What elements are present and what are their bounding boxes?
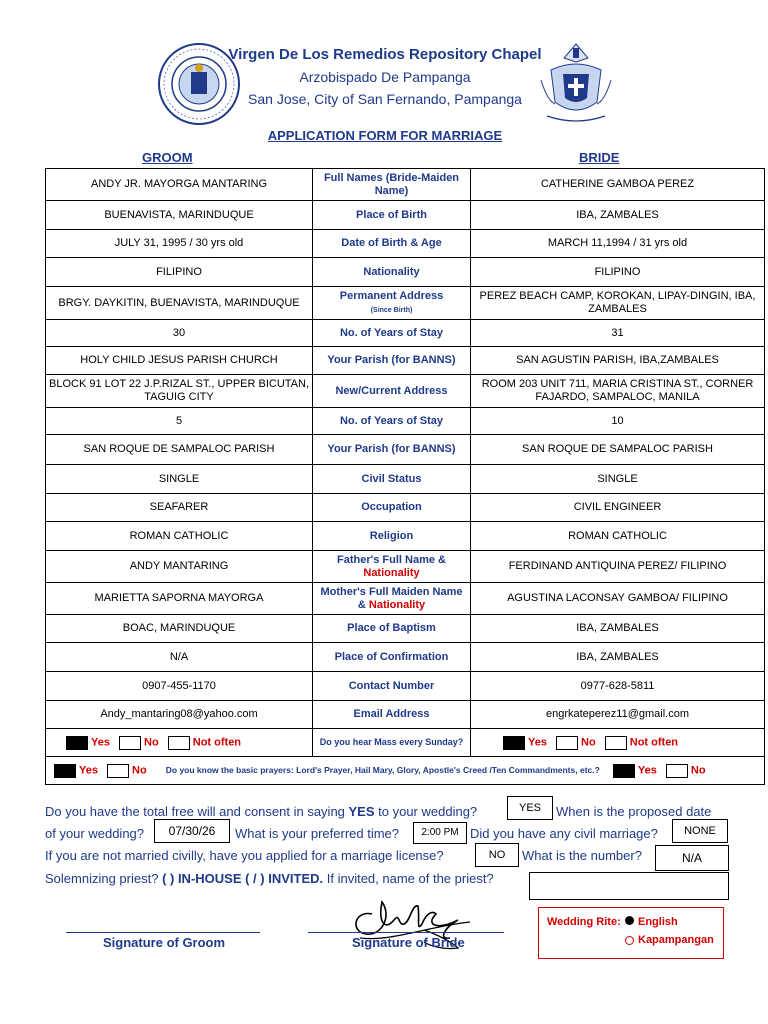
bride-mother-name[interactable]: AGUSTINA LACONSAY GAMBOA/ FILIPINO (471, 583, 765, 615)
groom-column-header: GROOM (142, 150, 193, 165)
row-label: Email Address (313, 701, 471, 729)
table-row (46, 494, 765, 522)
bride-parish[interactable]: SAN AGUSTIN PARISH, IBA,ZAMBALES (471, 347, 765, 375)
kapampangan-option-label: Kapampangan (638, 934, 714, 946)
table-row (46, 583, 765, 615)
bride-years-of-stay[interactable]: 31 (471, 320, 765, 347)
row-label-text: Permanent Address (339, 289, 444, 302)
free-will-answer[interactable]: YES (507, 796, 553, 820)
groom-years-of-stay[interactable]: 30 (46, 320, 313, 347)
row-label: Your Parish (for BANNS) (313, 347, 471, 375)
row-label: Place of Baptism (313, 615, 471, 643)
bride-place-of-birth[interactable]: IBA, ZAMBALES (471, 201, 765, 230)
row-label: Full Names (Bride-Maiden Name) (313, 169, 471, 201)
row-label: Date of Birth & Age (313, 230, 471, 258)
table-row (46, 408, 765, 435)
table-row (46, 287, 765, 320)
groom-mass-options (46, 729, 313, 757)
no-label: No (132, 764, 147, 776)
marriage-license-question: If you are not married civilly, have you applied for a marriage license? (45, 848, 444, 863)
prayers-row (46, 757, 765, 785)
bride-mass-not-often-checkbox[interactable] (605, 736, 627, 750)
q1-yes-emphasis: YES (348, 804, 375, 819)
table-row (46, 375, 765, 408)
table-row (46, 258, 765, 287)
yes-label: Yes (91, 736, 110, 748)
bride-birth-date-age[interactable]: MARCH 11,1994 / 31 yrs old (471, 230, 765, 258)
groom-nationality[interactable]: FILIPINO (46, 258, 313, 287)
chapel-address: San Jose, City of San Fernando, Pampanga (248, 91, 522, 107)
row-label: Occupation (313, 494, 471, 522)
row-label: New/Current Address (313, 375, 471, 408)
bride-current-years-of-stay[interactable]: 10 (471, 408, 765, 435)
groom-father-name[interactable]: ANDY MANTARING (46, 551, 313, 583)
row-label (313, 551, 471, 583)
groom-signature-label: Signature of Groom (103, 935, 226, 950)
no-label: No (144, 736, 159, 748)
table-row (46, 701, 765, 729)
row-label (313, 287, 471, 320)
bride-signature-label: Signature of Bride (352, 935, 465, 950)
form-title: APPLICATION FORM FOR MARRIAGE (267, 128, 503, 143)
q7-text: Solemnizing priest? (45, 871, 163, 886)
groom-civil-status[interactable]: SINGLE (46, 465, 313, 494)
table-row (46, 465, 765, 494)
bride-full-name[interactable]: CATHERINE GAMBOA PEREZ (471, 169, 765, 201)
proposed-date-question: When is the proposed date (556, 804, 712, 819)
prayers-question: Do you know the basic prayers: Lord's Prayer, Hail Mary, Glory, Apostle's Creed /Ten Commandments, etc.? (165, 765, 600, 775)
bride-father-name[interactable]: FERDINAND ANTIQUINA PEREZ/ FILIPINO (471, 551, 765, 583)
table-row (46, 435, 765, 465)
bride-current-parish[interactable]: SAN ROQUE DE SAMPALOC PARISH (471, 435, 765, 465)
marriage-info-table (45, 168, 765, 785)
not-often-label: Not often (192, 736, 242, 748)
bride-permanent-address[interactable]: PEREZ BEACH CAMP, KOROKAN, LIPAY-DINGIN, IBA, ZAMBALES (471, 287, 765, 320)
preferred-time-question: What is your preferred time? (235, 826, 400, 841)
kapampangan-radio[interactable] (625, 936, 634, 945)
row-label: Civil Status (313, 465, 471, 494)
table-row (46, 551, 765, 583)
row-label-sub: (Since Birth) (370, 306, 413, 314)
no-label: No (690, 764, 706, 776)
groom-parish[interactable]: HOLY CHILD JESUS PARISH CHURCH (46, 347, 313, 375)
groom-prayers-yes-checkbox[interactable] (54, 764, 76, 778)
row-label: Place of Confirmation (313, 643, 471, 672)
table-row (46, 522, 765, 551)
mass-question: Do you hear Mass every Sunday? (313, 729, 471, 757)
table-row (46, 615, 765, 643)
groom-email[interactable]: Andy_mantaring08@yahoo.com (46, 701, 313, 729)
bride-nationality[interactable]: FILIPINO (471, 258, 765, 287)
q7-text-end: If invited, name of the priest? (323, 871, 494, 886)
yes-label: Yes (79, 764, 98, 776)
groom-permanent-address[interactable]: BRGY. DAYKITIN, BUENAVISTA, MARINDUQUE (46, 287, 313, 320)
civil-marriage-answer[interactable]: NONE (672, 819, 728, 843)
row-label: Place of Birth (313, 201, 471, 230)
row-label: No. of Years of Stay (313, 320, 471, 347)
table-row (46, 230, 765, 258)
english-radio[interactable] (625, 916, 634, 925)
row-label (313, 583, 471, 615)
bride-occupation[interactable]: CIVIL ENGINEER (471, 494, 765, 522)
groom-mass-yes-checkbox[interactable] (66, 736, 88, 750)
groom-place-of-birth[interactable]: BUENAVISTA, MARINDUQUE (46, 201, 313, 230)
not-often-label: Not often (629, 736, 679, 748)
groom-place-of-confirmation[interactable]: N/A (46, 643, 313, 672)
bride-place-of-baptism[interactable]: IBA, ZAMBALES (471, 615, 765, 643)
row-label: Contact Number (313, 672, 471, 701)
mass-row (46, 729, 765, 757)
row-label: Your Parish (for BANNS) (313, 435, 471, 465)
bride-current-address[interactable]: ROOM 203 UNIT 711, MARIA CRISTINA ST., CORNER FAJARDO, SAMPALOC, MANILA (471, 375, 765, 408)
row-label-red: Nationality (368, 598, 426, 611)
row-label-red: Nationality (363, 566, 420, 579)
groom-occupation[interactable]: SEAFARER (46, 494, 313, 522)
groom-birth-date-age[interactable]: JULY 31, 1995 / 30 yrs old (46, 230, 313, 258)
license-number-answer[interactable]: N/A (655, 845, 729, 871)
groom-religion[interactable]: ROMAN CATHOLIC (46, 522, 313, 551)
bride-mass-no-checkbox[interactable] (556, 736, 578, 750)
bride-mass-yes-checkbox[interactable] (503, 736, 525, 750)
groom-mass-no-checkbox[interactable] (119, 736, 141, 750)
bride-place-of-confirmation[interactable]: IBA, ZAMBALES (471, 643, 765, 672)
row-label: No. of Years of Stay (313, 408, 471, 435)
groom-current-parish[interactable]: SAN ROQUE DE SAMPALOC PARISH (46, 435, 313, 465)
chapel-name: Virgen De Los Remedios Repository Chapel (228, 46, 542, 63)
license-number-question: What is the number? (522, 848, 642, 863)
groom-current-address[interactable]: BLOCK 91 LOT 22 J.P.RIZAL ST., UPPER BICUTAN, TAGUIG CITY (46, 375, 313, 408)
table-row (46, 643, 765, 672)
wedding-rite-label: Wedding Rite: (547, 916, 621, 928)
table-row (46, 320, 765, 347)
english-option-label: English (638, 916, 678, 928)
table-row (46, 201, 765, 230)
archdiocese-name: Arzobispado De Pampanga (299, 69, 471, 85)
wedding-rite-box (538, 907, 724, 959)
groom-mass-not-often-checkbox[interactable] (168, 736, 190, 750)
groom-full-name[interactable]: ANDY JR. MAYORGA MANTARING (46, 169, 313, 201)
row-label-text: Mother's Full Maiden Name & (320, 585, 463, 611)
groom-prayers-no-checkbox[interactable] (107, 764, 129, 778)
no-label: No (581, 736, 596, 748)
row-label: Religion (313, 522, 471, 551)
yes-label: Yes (528, 736, 547, 748)
bride-contact-number[interactable]: 0977-628-5811 (471, 672, 765, 701)
bride-column-header: BRIDE (579, 150, 620, 165)
groom-signature-line[interactable] (66, 932, 260, 933)
groom-contact-number[interactable]: 0907-455-1170 (46, 672, 313, 701)
q7-options: ( ) IN-HOUSE ( / ) INVITED. (162, 871, 324, 886)
bride-prayers-no-checkbox[interactable] (666, 764, 688, 778)
preferred-time-answer[interactable]: 2:00 PM (413, 822, 467, 844)
table-row (46, 169, 765, 201)
groom-place-of-baptism[interactable]: BOAC, MARINDUQUE (46, 615, 313, 643)
wedding-date-question: of your wedding? (45, 826, 145, 841)
table-row (46, 347, 765, 375)
q1-text-end: to your wedding? (374, 804, 478, 819)
bride-mass-options (471, 729, 765, 757)
priest-name-input[interactable] (529, 872, 729, 900)
free-will-question (45, 804, 477, 819)
groom-mother-name[interactable]: MARIETTA SAPORNA MAYORGA (46, 583, 313, 615)
bride-civil-status[interactable]: SINGLE (471, 465, 765, 494)
row-label: Nationality (313, 258, 471, 287)
solemnizing-priest-question (45, 871, 494, 886)
bride-email[interactable]: engrkateperez11@gmail.com (471, 701, 765, 729)
yes-label: Yes (637, 764, 657, 776)
wedding-date-answer[interactable]: 07/30/26 (154, 819, 230, 843)
row-label-text: Father's Full Name & (337, 553, 446, 566)
civil-marriage-question: Did you have any civil marriage? (470, 826, 658, 841)
prayers-cell (46, 757, 765, 785)
bride-prayers-yes-checkbox[interactable] (613, 764, 635, 778)
bride-religion[interactable]: ROMAN CATHOLIC (471, 522, 765, 551)
bride-signature-line[interactable] (308, 932, 504, 933)
q1-text: Do you have the total free will and consent in saying (45, 804, 349, 819)
groom-current-years-of-stay[interactable]: 5 (46, 408, 313, 435)
marriage-license-answer[interactable]: NO (475, 843, 519, 867)
table-row (46, 672, 765, 701)
